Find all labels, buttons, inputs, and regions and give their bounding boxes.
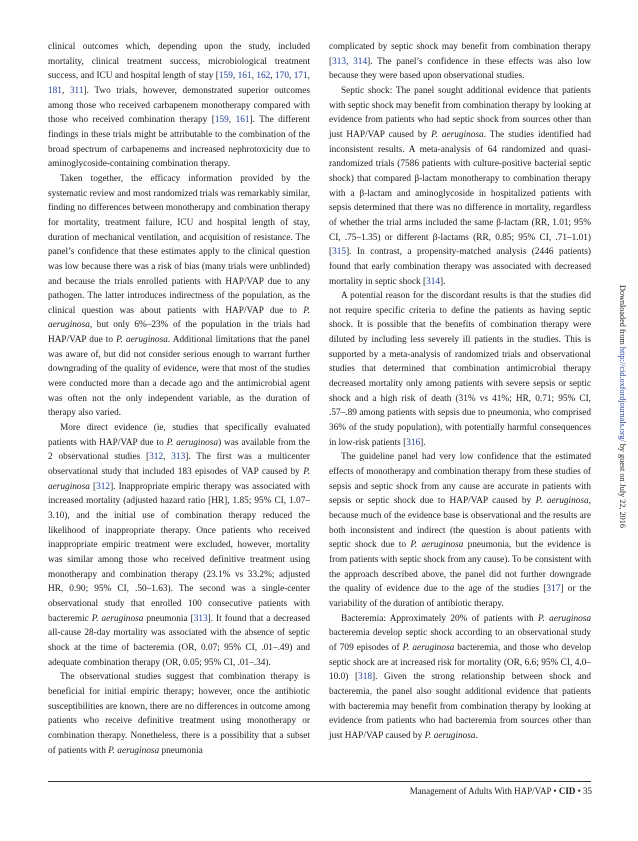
left-column <box>48 40 310 758</box>
citation-link[interactable]: 318 <box>358 672 373 683</box>
paragraph: A potential reason for the discordant results is that the studies did not require specific criteria to define the patients as having septic shock. It is possible that the benefits of combination therapy were diluted by including less severely ill patients in the studies. This is supported by a meta-analysis of randomized trials and observational studies that determined that combination antimicrobial therapy decreased mortality only among patients with severe sepsis or septic shock and a high risk of death (31% vs 41%; HR, 0.71; 95% CI, .57–.89 among patients with sepsis due to pneumonia, who comprised 36% of the study population), with potentially harmful consequences in low-risk patients [316]. <box>329 291 591 448</box>
paragraph: clinical outcomes which, depending upon the study, included mortality, clinical treatment success, microbiological treatment success, and ICU and hospital length of stay [159, 161, 162, 170, 171, 181, 311]. Two trials, however, demonstrated superior outcomes among those who received carbapenem monotherapy compared with those who received combination therapy [159, 161]. The different findings in these trials might be attributable to the combination of the broad spectrum of carbapenems and increased nephrotoxicity due to aminoglycoside-containing combination therapy. <box>48 42 310 170</box>
journal-site-link[interactable]: http://cid.oxfordjournals.org/ <box>618 346 627 442</box>
download-notice-suffix: by guest on July 22, 2016 <box>618 441 627 528</box>
citation-link[interactable]: 313 <box>332 56 347 67</box>
citation-link[interactable]: 181 <box>48 85 62 96</box>
footer-rule <box>48 781 591 782</box>
paragraph: Bacteremia: Approximately 20% of patients with P. aeruginosa bacteremia develop septic shock according to an observational study of 709 episodes of P. aeruginosa bacteremia, and those who develop septic shock are at increased risk for mortality (OR, 6.6; 95% CI, 4.0–10.0) [318]. Given the strong relationship between shock and bacteremia, the panel also sought additional evidence that patients with bacteremia may benefit from combination therapy by looking at evidence from patients who had bacteremia from sources other than just HAP/VAP caused by P. aeruginosa. <box>329 613 592 741</box>
download-notice <box>618 285 627 528</box>
citation-link[interactable]: 159 <box>214 115 229 126</box>
paragraph: The observational studies suggest that combination therapy is beneficial for initial empiric therapy; however, once the antibiotic susceptibilities are known, there are no differences in outcome among patients who receive definitive treatment using monotherapy or combination therapy. Nonetheless, there is a possibility that a subset of patients with P. aeruginosa pneumonia <box>48 672 310 756</box>
citation-link[interactable]: 171 <box>293 71 308 82</box>
footer-bullet: • <box>577 786 581 796</box>
citation-link[interactable]: 159 <box>218 71 233 82</box>
download-notice-prefix: Downloaded from <box>618 285 627 347</box>
page-number: 35 <box>583 786 592 796</box>
footer-bullet: • <box>553 786 557 796</box>
citation-link[interactable]: 161 <box>237 71 252 82</box>
citation-link[interactable]: 170 <box>275 71 289 82</box>
running-title: Management of Adults With HAP/VAP <box>409 786 552 796</box>
paragraph: The guideline panel had very low confidence that the estimated effects of monotherapy and combination therapy from these studies of sepsis and septic shock from any cause are accurate in patients with sepsis or septic shock due to HAP/VAP caused by P. aeruginosa, because much of the evidence base is observational and the results are both inconsistent and indirect (the question is about patients with septic shock due to P. aeruginosa pneumonia, but the evidence is from patients with septic shock from any cause). To be consistent with the approach described above, the panel did not further downgrade the quality of evidence due to the age of the studies [317] or the variability of the duration of antibiotic therapy. <box>329 452 592 609</box>
citation-link[interactable]: 311 <box>69 85 84 96</box>
citation-link[interactable]: 161 <box>235 115 250 126</box>
citation-link[interactable]: 315 <box>332 247 347 258</box>
citation-link[interactable]: 317 <box>546 584 561 595</box>
paragraph: More direct evidence (ie, studies that specifically evaluated patients with HAP/VAP due to P. aeruginosa) was available from the 2 observational studies [312, 313]. The first was a multicenter observational study that included 183 episodes of VAP caused by P. aeruginosa [312]. Inappropriate empiric therapy was associated with increased mortality (adjusted hazard ratio [HR], 1.85; 95% CI, 1.07–3.10), and the initial use of combination therapy reduced the likelihood of inappropriate therapy. Once patients who received inappropriate empiric treatment were excluded, however, mortality was similar among those who received definitive treatment using monotherapy and combination therapy (23.1% vs 33.2%; adjusted HR, 0.90; 95% CI, .50–1.63). The second was a single-center observational study that enrolled 100 consecutive patients with bacteremic P. aeruginosa pneumonia [313]. It found that a decreased all-cause 28-day mortality was associated with the absence of septic shock at the time of bacteremia (OR, 0.07; 95% CI, .01–.49) and adequate combination therapy (OR, 0.05; 95% CI, .01–.34). <box>48 423 311 668</box>
right-column <box>329 40 591 744</box>
citation-link[interactable]: 162 <box>256 71 271 82</box>
page-footer <box>410 786 592 796</box>
paragraph: Septic shock: The panel sought additional evidence that patients with septic shock may benefit from combination therapy by looking at evidence from patients who had septic shock from sources other than just HAP/VAP caused by P. aeruginosa. The studies identified had inconsistent results. A meta-analysis of 64 randomized and quasi-randomized trials (7586 patients with culture-positive bacterial septic shock) that compared β-lactam monotherapy to combination therapy with a β-lactam and aminoglycoside in hospitalized patients with sepsis determined that there was no difference in mortality, regardless of whether the trial arms included the same β-lactam (RR, 1.01; 95% CI, .75–1.35) or different β-lactams (RR, 0.85; 95% CI, .71–1.01) [315]. In contrast, a propensity-matched analysis (2446 patients) found that early combination therapy was associated with decreased mortality in septic shock [314]. <box>329 85 591 287</box>
citation-link[interactable]: 314 <box>426 276 441 287</box>
citation-link[interactable]: 316 <box>406 437 421 448</box>
citation-link[interactable]: 314 <box>353 56 368 67</box>
paragraph: Taken together, the efficacy information provided by the systematic review and most randomized trials was remarkably similar, finding no differences between monotherapy and combination therapy for mortality, treatment failure, ICU and hospital length of stay, duration of mechanical ventilation, and acquisition of resistance. The panel’s confidence that these estimates apply to the clinical question was low because there was a risk of bias (many trials were unblinded) and because the trials enrolled patients with HAP/VAP due to any pathogen. The latter introduces indirectness of the population, as the clinical question was about patients with HAP/VAP due to P. aeruginosa, but only 6%–23% of the population in the trials had HAP/VAP due to P. aeruginosa. Additional limitations that the panel was aware of, but did not consider serious enough to warrant further downgrading of the quality of evidence, were that most of the studies were conducted more than a decade ago and the antimicrobial agent was often not the only independent variable, as the duration of therapy also varied. <box>48 173 310 419</box>
citation-link[interactable]: 313 <box>193 613 208 624</box>
citation-link[interactable]: 312 <box>96 481 111 492</box>
citation-link[interactable]: 312 <box>149 452 164 463</box>
citation-link[interactable]: 313 <box>171 452 186 463</box>
journal-abbrev: CID <box>558 786 576 796</box>
paragraph: complicated by septic shock may benefit from combination therapy [313, 314]. The panel’s confidence in these effects was also low because they were based upon observational studies. <box>329 42 591 82</box>
